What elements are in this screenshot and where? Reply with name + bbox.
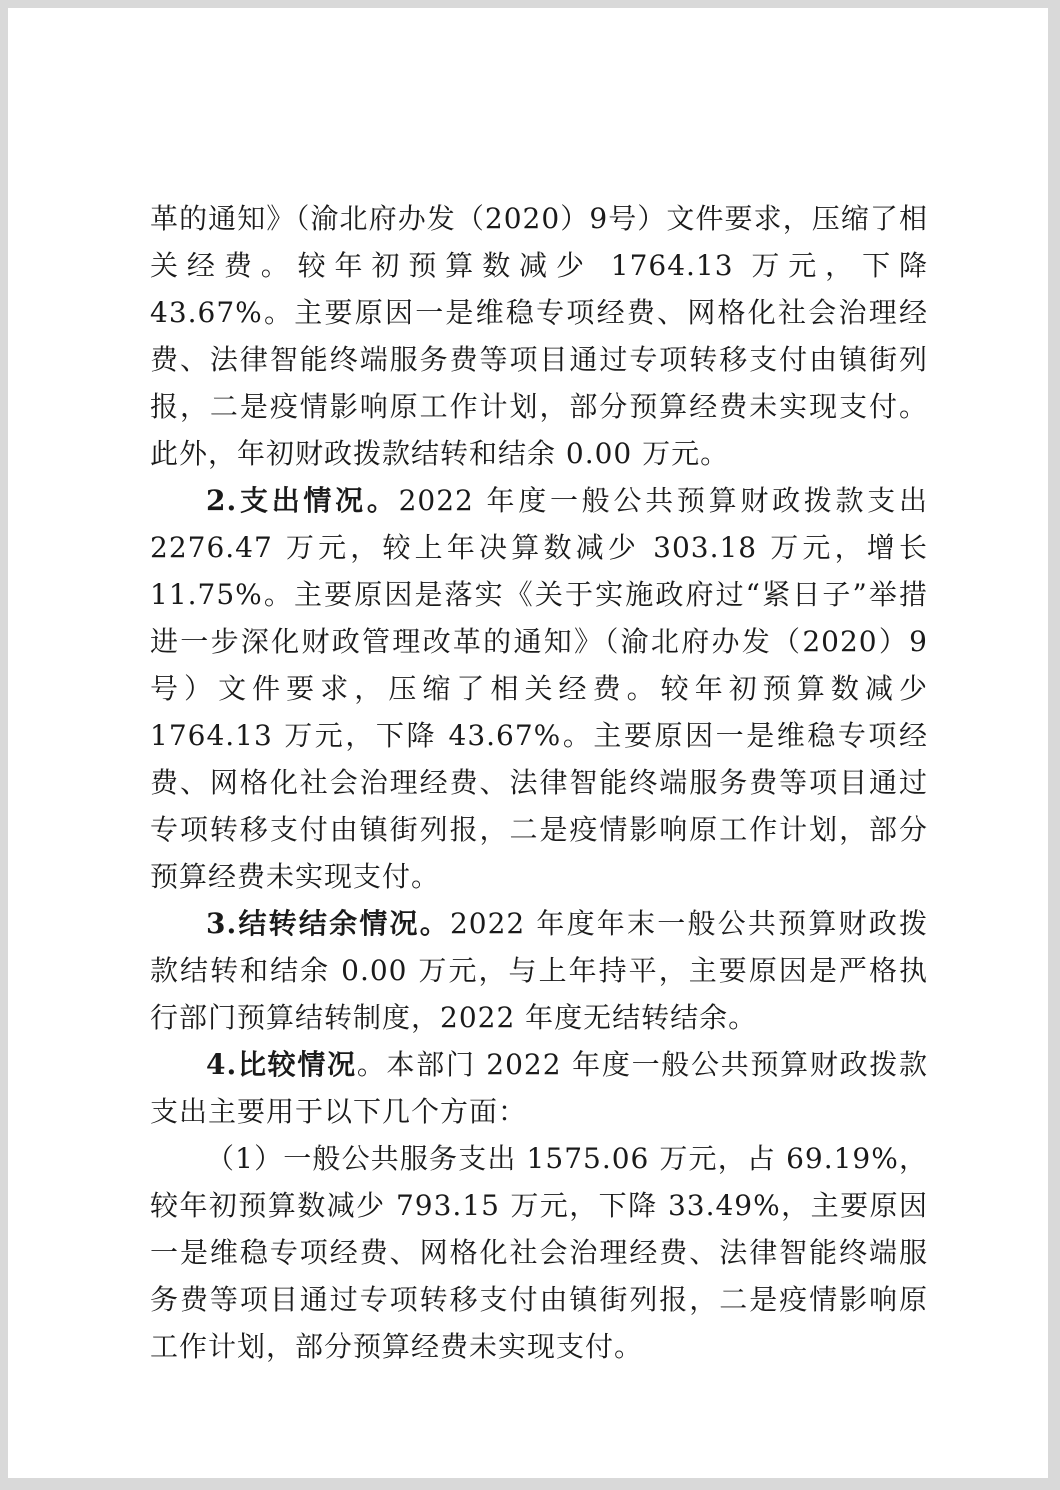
- paragraph-continuation: [150, 195, 928, 477]
- paragraph-text: 2022 年度年末一般公共预算财政拨款结转和结余 0.00 万元，与上年持平，主要原因是严格执行部门预算结转制度，2022 年度无结转结余。: [150, 907, 928, 1034]
- paragraph-expenditure: [150, 477, 928, 900]
- paragraph-text: 。本部门 2022 年度一般公共预算财政拨款支出主要用于以下几个方面：: [150, 1048, 929, 1128]
- section-heading-expenditure: 2.支出情况。: [206, 484, 399, 517]
- paragraph-comparison: [150, 1041, 928, 1135]
- document-body: [150, 195, 928, 1370]
- paragraph-text: 革的通知》（渝北府办发（2020）9号）文件要求，压缩了相关经费。较年初预算数减少 1764.13 万元，下降 43.67%。主要原因一是维稳专项经费、网格化社会治理经费、法律智能终端服务费等项目通过专项转移支付由镇街列报，二是疫情影响原工作计划，部分预算经费未实现支付。此外，年初财政拨款结转和结余 0.00 万元。: [150, 202, 928, 470]
- paragraph-carryover: [150, 900, 928, 1041]
- document-page: [8, 8, 1048, 1478]
- paragraph-text: 2022 年度一般公共预算财政拨款支出 2276.47 万元，较上年决算数减少 303.18 万元，增长 11.75%。主要原因是落实《关于实施政府过“紧日子”举措进一步深化财政管理改革的通知》（渝北府办发（2020）9号）文件要求，压缩了相关经费。较年初预算数减少 1764.13 万元，下降 43.67%。主要原因一是维稳专项经费、网格化社会治理经费、法律智能终端服务费等项目通过专项转移支付由镇街列报，二是疫情影响原工作计划，部分预算经费未实现支付。: [150, 484, 928, 893]
- section-heading-comparison: 4.比较情况: [206, 1048, 357, 1081]
- paragraph-text: （1）一般公共服务支出 1575.06 万元，占 69.19%，较年初预算数减少 793.15 万元，下降 33.49%，主要原因一是维稳专项经费、网格化社会治理经费、法律智能终端服务费等项目通过专项转移支付由镇街列报，二是疫情影响原工作计划，部分预算经费未实现支付。: [150, 1142, 928, 1363]
- section-heading-carryover: 3.结转结余情况。: [206, 907, 450, 940]
- paragraph-item-1: [150, 1135, 928, 1370]
